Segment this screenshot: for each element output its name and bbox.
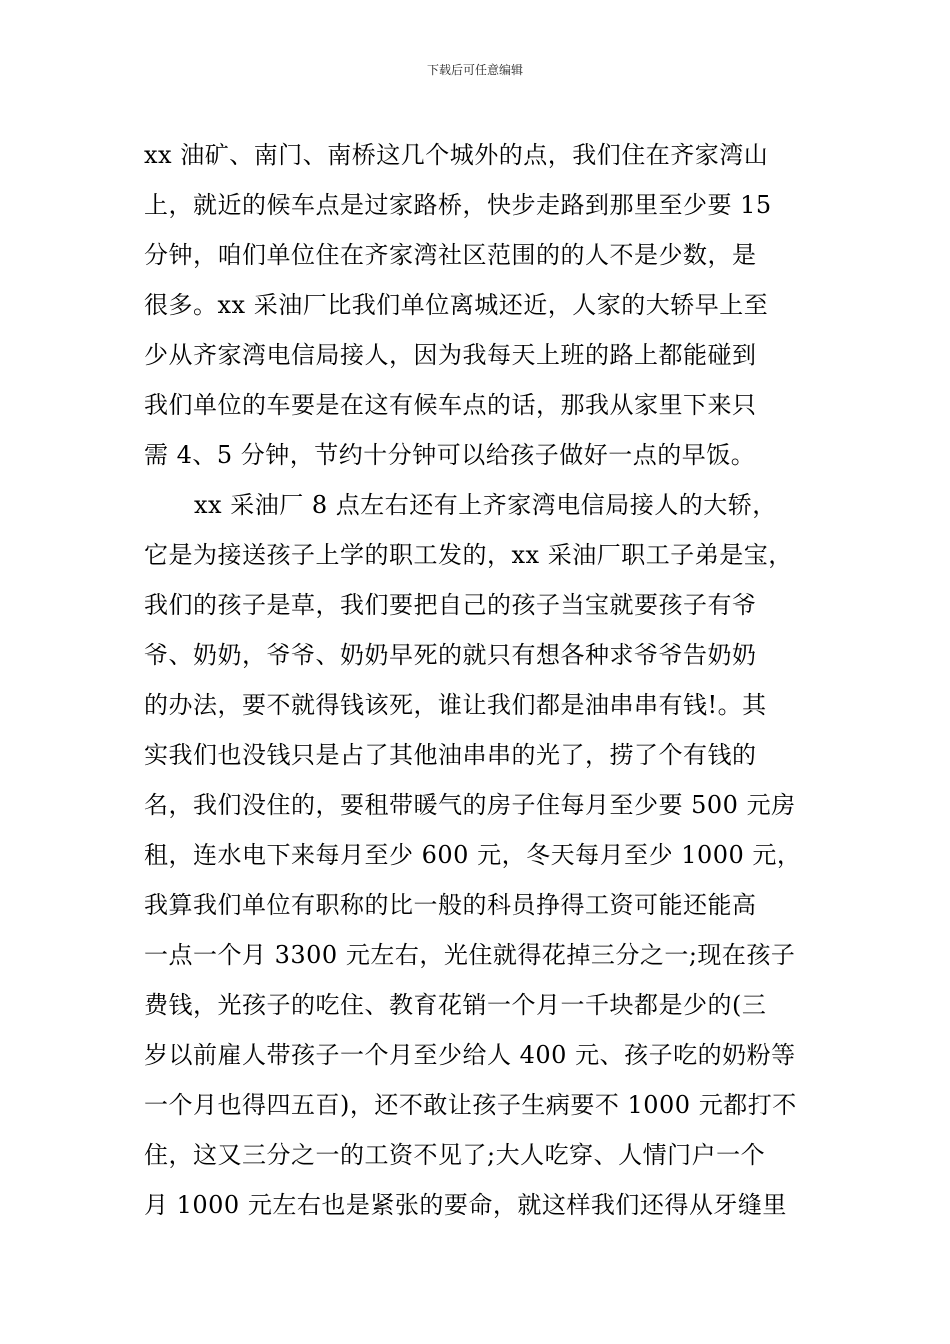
text-line: 一点一个月 3300 元左右，光住就得花掉三分之一;现在孩子 <box>144 941 796 969</box>
text-line: 分钟，咱们单位住在齐家湾社区范围的的人不是少数，是 <box>144 241 757 269</box>
text-line: 少从齐家湾电信局接人，因为我每天上班的路上都能碰到 <box>144 341 757 369</box>
text-line: 它是为接送孩子上学的职工发的，xx 采油厂职工子弟是宝， <box>144 541 793 569</box>
text-line: 的办法，要不就得钱该死，谁让我们都是油串串有钱!。其 <box>144 691 767 719</box>
text-line: 租，连水电下来每月至少 600 元，冬天每月至少 1000 元， <box>144 841 802 869</box>
text-line: 需 4、5 分钟，节约十分钟可以给孩子做好一点的早饭。 <box>144 441 756 469</box>
text-line: 一个月也得四五百)，还不敢让孩子生病要不 1000 元都打不 <box>144 1091 797 1119</box>
paragraph-1 <box>144 130 814 480</box>
page-header: 下载后可任意编辑 <box>426 63 523 77</box>
paragraph-2 <box>144 480 814 1230</box>
text-line: 月 1000 元左右也是紧张的要命，就这样我们还得从牙缝里 <box>144 1191 787 1219</box>
document-body <box>144 130 814 1230</box>
text-line: 住，这又三分之一的工资不见了;大人吃穿、人情门户一个 <box>144 1141 766 1169</box>
text-line: 上，就近的候车点是过家路桥，快步走路到那里至少要 15 <box>144 191 772 219</box>
text-line: 名，我们没住的，要租带暖气的房子住每月至少要 500 元房 <box>144 791 796 819</box>
text-line: 费钱，光孩子的吃住、教育花销一个月一千块都是少的(三 <box>144 991 767 1019</box>
text-line: 实我们也没钱只是占了其他油串串的光了，捞了个有钱的 <box>144 741 757 769</box>
text-line: 岁以前雇人带孩子一个月至少给人 400 元、孩子吃的奶粉等 <box>144 1041 796 1069</box>
text-line: 爷、奶奶，爷爷、奶奶早死的就只有想各种求爷爷告奶奶 <box>144 641 757 669</box>
text-line: 我们的孩子是草，我们要把自己的孩子当宝就要孩子有爷 <box>144 591 757 619</box>
text-line: xx 采油厂 8 点左右还有上齐家湾电信局接人的大轿， <box>194 491 777 519</box>
text-line: 我们单位的车要是在这有候车点的话，那我从家里下来只 <box>144 391 757 419</box>
text-line: xx 油矿、南门、南桥这几个城外的点，我们住在齐家湾山 <box>144 141 769 169</box>
text-line: 我算我们单位有职称的比一般的科员挣得工资可能还能高 <box>144 891 757 919</box>
text-line: 很多。xx 采油厂比我们单位离城还近，人家的大轿早上至 <box>144 291 769 319</box>
